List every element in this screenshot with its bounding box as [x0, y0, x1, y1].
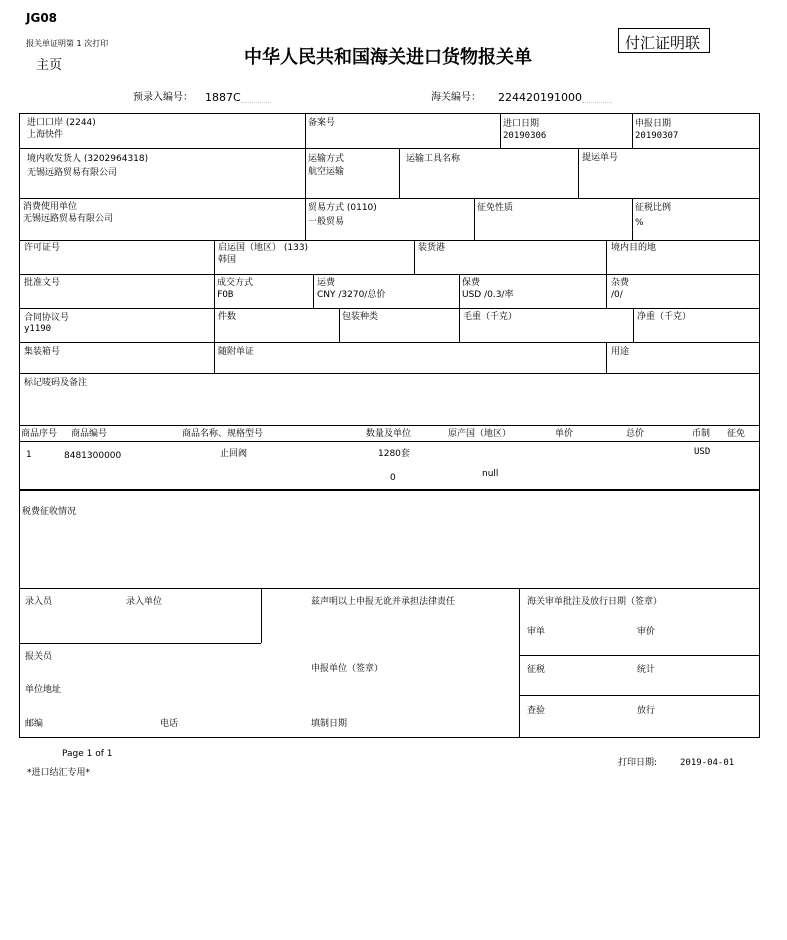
page-title: 中华人民共和国海关进口货物报关单 [244, 47, 532, 68]
net-weight-label: 净重（千克） [637, 312, 692, 322]
home-link[interactable]: 主页 [36, 58, 63, 73]
trade-mode-value: 一般贸易 [308, 217, 345, 227]
goods-header-seq: 商品序号 [21, 429, 58, 439]
pre-entry-no: 1887C [205, 91, 241, 104]
col-rule [214, 342, 215, 373]
trade-mode-label: 贸易方式 (0110) [308, 203, 377, 213]
statistics-label: 统计 [637, 665, 656, 675]
import-date-label: 进口日期 [503, 119, 540, 129]
pieces-label: 件数 [218, 312, 237, 322]
col-rule [632, 198, 633, 240]
col-rule [632, 113, 633, 148]
col-rule [261, 588, 262, 643]
marks-label: 标记唛码及备注 [24, 378, 88, 388]
import-date-value: 20190306 [503, 131, 547, 141]
col-rule [399, 148, 400, 198]
transport-mode-value: 航空运输 [308, 167, 345, 177]
col-rule [633, 308, 634, 342]
declare-date-label: 申报日期 [635, 119, 672, 129]
review-label: 审单 [527, 627, 546, 637]
pre-entry-label: 预录入编号： [133, 92, 193, 103]
col-rule [414, 240, 415, 274]
inspection-label: 查验 [527, 706, 546, 716]
goods-header-unit-price: 单价 [555, 429, 574, 439]
gross-weight-label: 毛重（千克） [463, 312, 518, 322]
release-label: 放行 [637, 706, 656, 716]
row-rule [19, 489, 760, 491]
insurance-value: USD /0.3/率 [462, 290, 514, 300]
pre-entry-number [205, 91, 271, 104]
declare-unit-label: 申报单位（签章） [311, 664, 384, 674]
tax-ratio-value: % [635, 218, 644, 228]
col-rule [305, 198, 306, 240]
record-no-label: 备案号 [308, 118, 336, 128]
page-indicator: Page 1 of 1 [62, 749, 113, 759]
transport-tool-label: 运输工具名称 [406, 154, 461, 164]
row-rule [19, 643, 261, 644]
col-rule [339, 308, 340, 342]
row-rule [519, 695, 760, 696]
insurance-label: 保费 [462, 278, 481, 288]
tax-collect-label: 征税 [527, 665, 546, 675]
statement-text: 兹声明以上申报无讹并承担法律责任 [311, 597, 456, 607]
goods-header-total: 总价 [626, 429, 645, 439]
goods-currency: USD [694, 447, 711, 457]
consignee-value: 无锡远路贸易有限公司 [27, 168, 118, 178]
row-rule [19, 308, 760, 309]
col-rule [474, 198, 475, 240]
misc-fee-label: 杂费 [611, 278, 630, 288]
import-port-value: 上海快件 [27, 130, 64, 140]
row-rule [19, 373, 760, 374]
redaction-mark [582, 94, 612, 103]
declarant-label: 报关员 [25, 652, 53, 662]
destination-label: 境内目的地 [611, 243, 657, 253]
pricing-label: 审价 [637, 627, 656, 637]
goods-header-origin: 原产国（地区） [448, 429, 512, 439]
unit-address-label: 单位地址 [25, 685, 62, 695]
row-rule [19, 588, 760, 589]
deal-mode-label: 成交方式 [217, 278, 254, 288]
entry-clerk-label: 录入员 [25, 597, 53, 607]
goods-qty: 1280套 [378, 449, 410, 459]
goods-name: 止回阀 [220, 449, 248, 459]
form-code: JG08 [26, 11, 58, 25]
freight-value: CNY /3270/总价 [317, 290, 386, 300]
declare-date-value: 20190307 [635, 131, 679, 141]
freight-label: 运费 [317, 278, 336, 288]
misc-fee-value: /0/ [611, 290, 623, 300]
tax-label: 税费征收情况 [22, 507, 77, 517]
col-rule [500, 113, 501, 148]
attached-docs-label: 随附单证 [218, 347, 255, 357]
consumer-value: 无锡远路贸易有限公司 [23, 214, 114, 224]
col-rule [578, 148, 579, 198]
container-label: 集装箱号 [24, 347, 61, 357]
goods-header-name: 商品名称、规格型号 [182, 429, 264, 439]
stamp-label: 付汇证明联 [625, 34, 701, 52]
col-rule [214, 274, 215, 308]
col-rule [313, 274, 314, 308]
deal-mode-value: FOB [217, 290, 234, 300]
goods-header-code: 商品编号 [71, 429, 108, 439]
goods-header-exemption: 征免 [727, 429, 746, 439]
license-label: 许可证号 [24, 243, 61, 253]
col-rule [606, 342, 607, 373]
customs-approval-label: 海关审单批注及放行日期（签章） [527, 597, 663, 607]
row-rule [19, 148, 760, 149]
bill-no-label: 提运单号 [582, 153, 619, 163]
goods-origin: null [482, 469, 499, 479]
goods-code: 8481300000 [64, 451, 122, 461]
redaction-mark [241, 94, 271, 103]
col-rule [305, 113, 306, 148]
consignee-label: 境内收发货人 (3202964318) [27, 154, 149, 164]
postcode-label: 邮编 [25, 719, 44, 729]
goods-header-currency: 币制 [692, 429, 711, 439]
row-rule [19, 425, 760, 426]
customs-no-label: 海关编号： [431, 92, 481, 103]
row-rule [19, 198, 760, 199]
print-count: 报关单证明第 1 次打印 [26, 39, 109, 48]
row-rule [19, 342, 760, 343]
usage-label: 用途 [611, 347, 630, 357]
contract-label: 合同协议号 [24, 313, 70, 323]
tax-ratio-label: 征税比例 [635, 203, 672, 213]
entry-unit-label: 录入单位 [126, 597, 163, 607]
consumer-label: 消费使用单位 [23, 202, 78, 212]
origin-country-label: 启运国（地区） (133) [218, 243, 309, 253]
col-rule [519, 588, 520, 738]
row-rule [19, 274, 760, 275]
col-rule [606, 240, 607, 274]
col-rule [214, 240, 215, 274]
col-rule [459, 274, 460, 308]
transport-mode-label: 运输方式 [308, 154, 345, 164]
row-rule [19, 441, 760, 442]
goods-seq: 1 [26, 450, 32, 460]
origin-country-value: 韩国 [218, 255, 237, 265]
import-port-label: 进口口岸 (2244) [27, 118, 96, 128]
row-rule [19, 240, 760, 241]
exemption-label: 征免性质 [477, 203, 514, 213]
col-rule [214, 308, 215, 342]
print-date-value: 2019-04-01 [680, 758, 735, 768]
package-label: 包装种类 [342, 312, 379, 322]
special-use-note: *进口结汇专用* [27, 768, 91, 778]
goods-qty2: 0 [390, 473, 396, 483]
goods-header-qty: 数量及单位 [366, 429, 412, 439]
customs-number [498, 91, 612, 104]
stamp-box [618, 28, 710, 53]
col-rule [606, 274, 607, 308]
col-rule [305, 148, 306, 198]
approval-label: 批准文号 [24, 278, 61, 288]
phone-label: 电话 [160, 719, 179, 729]
contract-value: y1190 [24, 324, 52, 334]
print-date-label: 打印日期: [618, 758, 658, 768]
fill-date-label: 填制日期 [311, 719, 348, 729]
row-rule [519, 655, 760, 656]
col-rule [459, 308, 460, 342]
customs-no: 224420191000 [498, 91, 582, 104]
loading-port-label: 装货港 [418, 243, 446, 253]
